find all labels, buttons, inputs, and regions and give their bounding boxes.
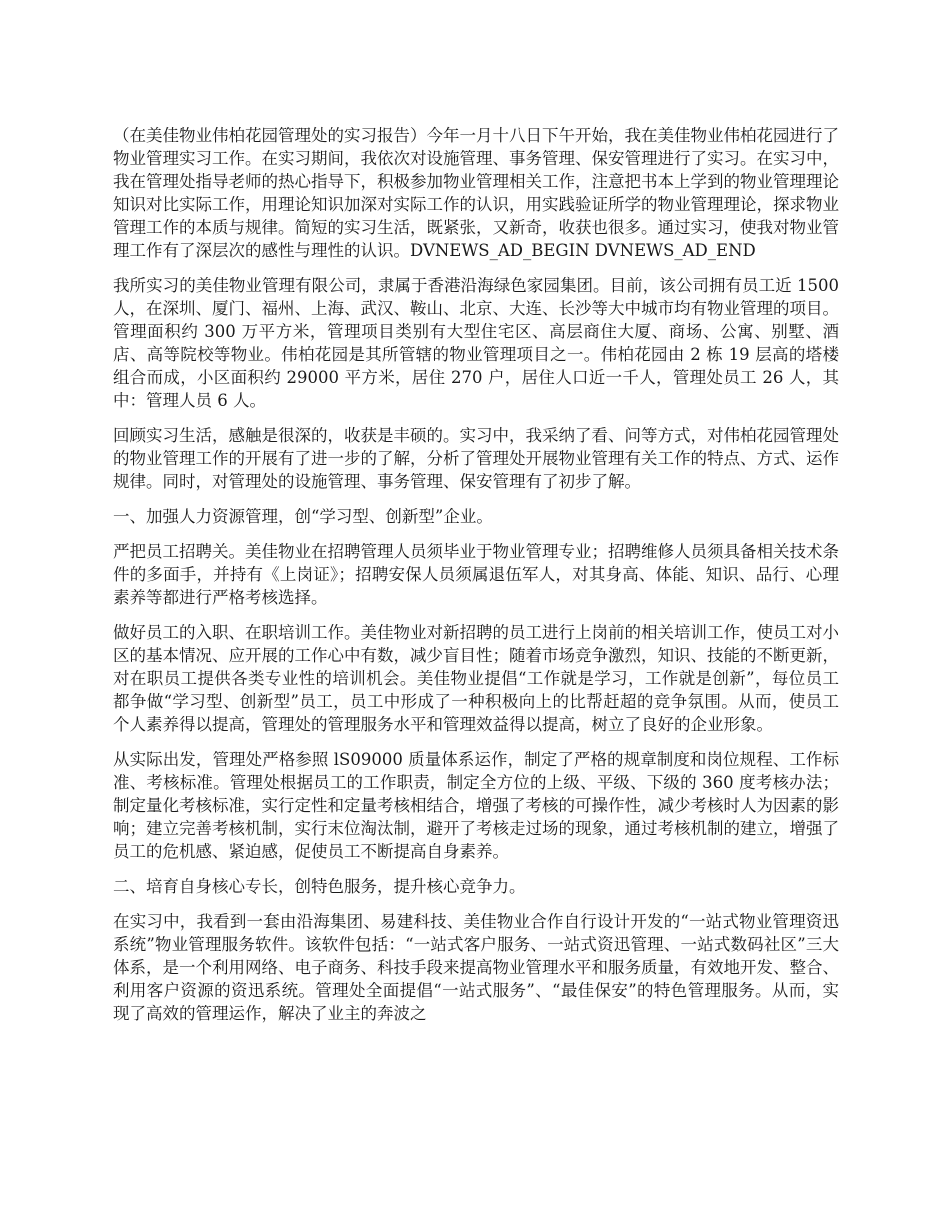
section-heading-2: 二、培育自身核心专长，创特色服务，提升核心竞争力。	[113, 877, 526, 896]
paragraph-software: 在实习中，我看到一套由沿海集团、易建科技、美佳物业合作自行设计开发的“一站式物业管理资迅系统”物业管理服务软件。该软件包括：“一站式客户服务、一站式资迅管理、一站式数码社区”三大体系，是一个利用网络、电子商务、科技手段来提高物业管理水平和服务质量，有效地开发、整合、利用客户资源的资迅系统。管理处全面提倡“一站式服务”、“最佳保安”的特色管理服务。从而，实现了高效的管理运作，解决了业主的奔波之	[113, 912, 839, 1023]
paragraph-company: 我所实习的美佳物业管理有限公司，隶属于香港沿海绿色家园集团。目前，该公司拥有员工近 1500 人，在深圳、厦门、福州、上海、武汉、鞍山、北京、大连、长沙等大中城市均有物业管理的项目。管理面积约 300 万平方米，管理项目类别有大型住宅区、高层商住大厦、商场、公寓、别墅、酒店、高等院校等物业。伟柏花园是其所管辖的物业管理项目之一。伟柏花园由 2 栋 19 层高的塔楼组合而成，小区面积约 29000 平方米，居住 270 户，居住人口近一千人，管理处员工 26 人，其中：管理人员 6 人。	[113, 276, 839, 410]
paragraph-review: 回顾实习生活，感触是很深的，收获是丰硕的。实习中，我采纳了看、问等方式，对伟柏花园管理处的物业管理工作的开展有了进一步的了解，分析了管理处开展物业管理有关工作的特点、方式、运作规律。同时，对管理处的设施管理、事务管理、保安管理有了初步了解。	[113, 426, 839, 491]
paragraph-intro: （在美佳物业伟柏花园管理处的实习报告）今年一月十八日下午开始，我在美佳物业伟柏花园进行了物业管理实习工作。在实习期间，我依次对设施管理、事务管理、保安管理进行了实习。在实习中，我在管理处指导老师的热心指导下，积极参加物业管理相关工作，注意把书本上学到的物业管理理论知识对比实际工作，用理论知识加深对实际工作的认识，用实践验证所学的物业管理理论，探求物业管理工作的本质与规律。简短的实习生活，既紧张，又新奇，收获也很多。通过实习，使我对物业管理工作有了深层次的感性与理性的认识。DVNEWS_AD_BEGIN DVNEWS_AD_END	[113, 126, 839, 260]
paragraph-training: 做好员工的入职、在职培训工作。美佳物业对新招聘的员工进行上岗前的相关培训工作，使员工对小区的基本情况、应开展的工作心中有数，减少盲目性；随着市场竞争激烈，知识、技能的不断更新，对在职员工提供各类专业性的培训机会。美佳物业提倡“工作就是学习，工作就是创新”，每位员工都争做“学习型、创新型”员工，员工中形成了一种积极向上的比帮赶超的竞争氛围。从而，使员工个人素养得以提高，管理处的管理服务水平和管理效益得以提高，树立了良好的企业形象。	[113, 623, 839, 734]
document-page	[113, 124, 839, 1037]
paragraph-assessment: 从实际出发，管理处严格参照 lS09000 质量体系运作，制定了严格的规章制度和岗位规程、工作标准、考核标准。管理处根据员工的工作职责，制定全方位的上级、平级、下级的 360 度考核办法；制定量化考核标准，实行定性和定量考核相结合，增强了考核的可操作性，减少考核时人为因素的影响；建立完善考核机制，实行末位淘汰制，避开了考核走过场的现象，通过考核机制的建立，增强了员工的危机感、紧迫感，促使员工不断提高自身素养。	[113, 750, 839, 861]
paragraph-recruitment: 严把员工招聘关。美佳物业在招聘管理人员须毕业于物业管理专业；招聘维修人员须具备相关技术条件的多面手，并持有《上岗证》；招聘安保人员须属退伍军人，对其身高、体能、知识、品行、心理素养等都进行严格考核选择。	[113, 542, 839, 607]
section-heading-1: 一、加强人力资源管理，创“学习型、创新型”企业。	[113, 507, 493, 526]
